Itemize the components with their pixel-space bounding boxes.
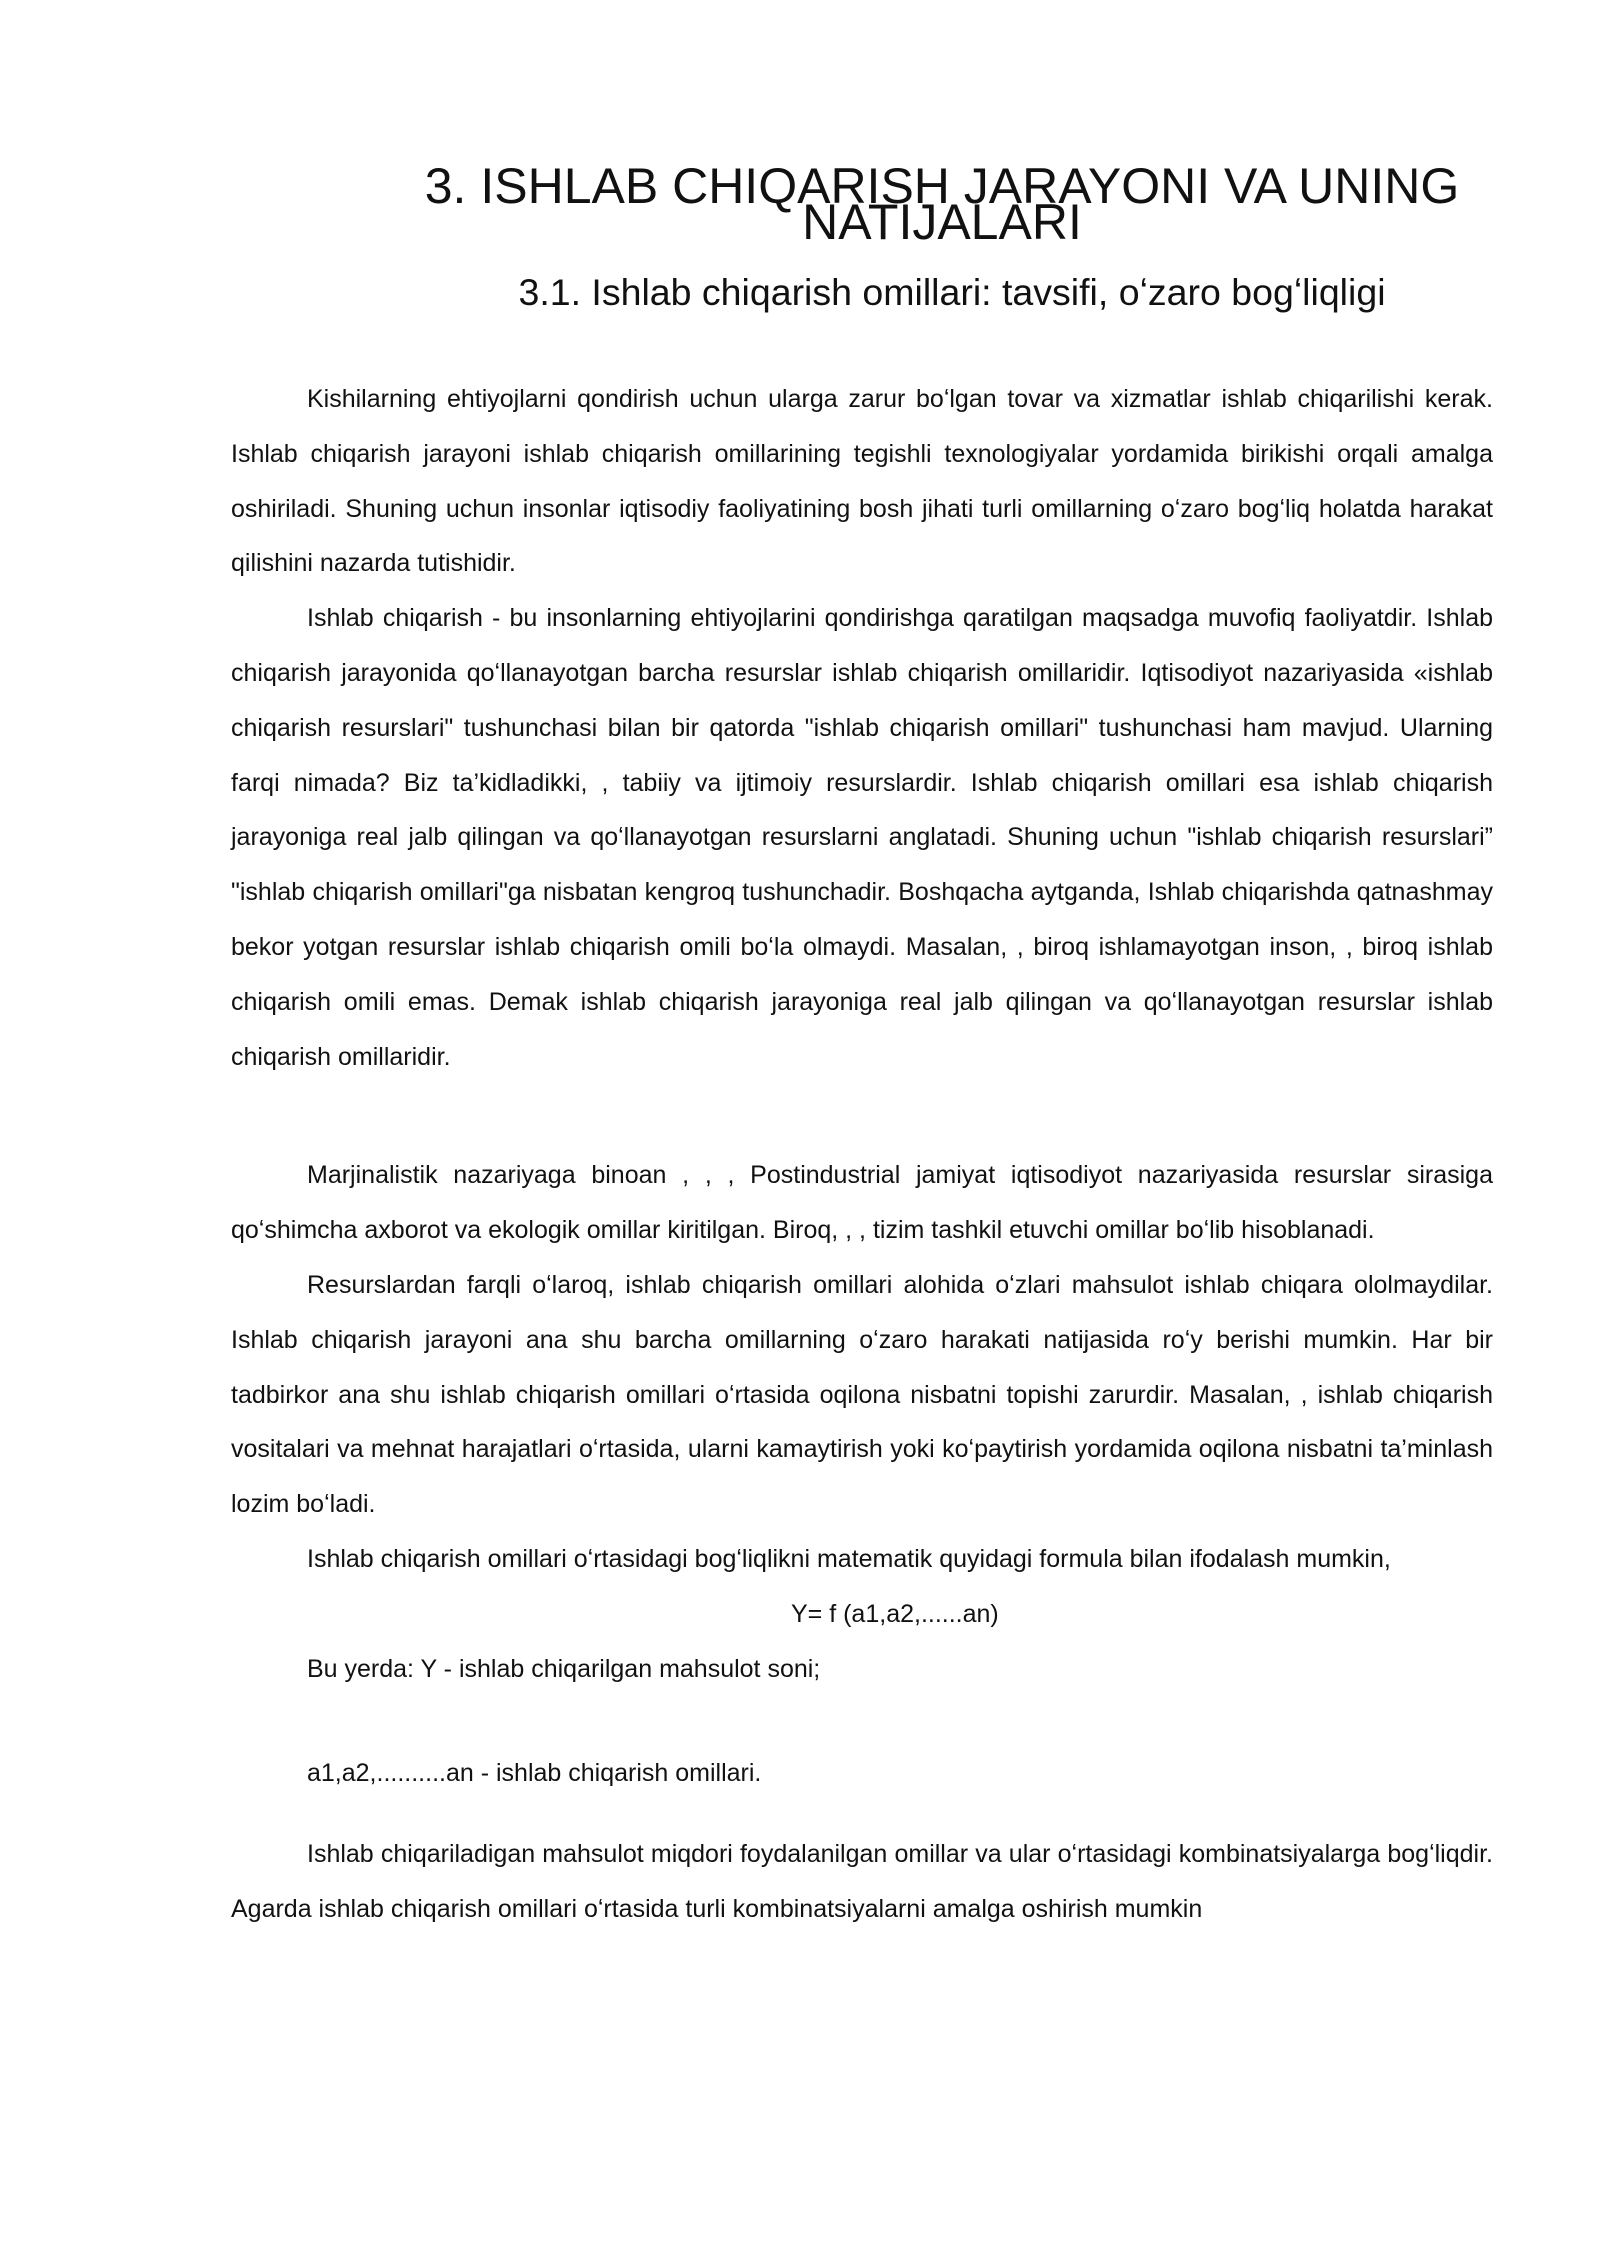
formula-factors-line: a1,a2,..........an - ishlab chiqarish omillari. [307,1759,762,1788]
production-formula: Y= f (a1,a2,......an) [791,1599,999,1628]
formula-spacer [231,1696,1493,1746]
paragraph-3: Marjinalistik nazariyaga binoan , , , Postindustrial jamiyat iqtisodiyot nazariyasida resurslar sirasiga qoʻshimcha axborot va ekologik omillar kiritilgan. Biroq, , , tizim tashkil etuvchi omillar boʻlib hisoblanadi. [231,1161,1493,1245]
section-heading: 3.1. Ishlab chiqarish omillari: tavsifi, oʻzaro bogʻliqligi [518,271,1386,313]
paragraph-1: Kishilarning ehtiyojlarni qondirish uchun ularga zarur boʻlgan tovar va xizmatlar ishlab chiqarilishi kerak. Ishlab chiqarish jarayoni ishlab chiqarish omillarining tegishli texnologiyalar yordamida birikishi orqali amalga oshiriladi. Shuning uchun insonlar iqtisodiy faoliyatining bosh jihati turli omillarning oʻzaro bogʻliq holatda harakat qilishini nazarda tutishidir. [231,385,1493,578]
paragraph-6: Ishlab chiqariladigan mahsulot miqdori foydalanilgan omillar va ular oʻrtasidagi kombinatsiyalarga bogʻliqdir. Agarda ishlab chiqarish omillari oʻrtasida turli kombinatsiyalarni amalga oshirish mumkin [231,1840,1493,1923]
chapter-heading: 3. ISHLAB CHIQARISH JARAYONI VA UNING NATIJALARI [424,158,1460,250]
factors-spacer [231,1801,1493,1827]
paragraph-5: Ishlab chiqarish omillari oʻrtasidagi bogʻliqlikni matematik quyidagi formula bilan ifodalash mumkin, [307,1544,1391,1573]
document-body [231,158,1493,1937]
paragraph-spacer [231,1084,1493,1148]
paragraph-2: Ishlab chiqarish - bu insonlarning ehtiyojlarini qondirishga qaratilgan maqsadga muvofiq faoliyatdir. Ishlab chiqarish jarayonida qoʻllanayotgan barcha resurslar ishlab chiqarish omillaridir. Iqtisodiyot nazariyasida «ishlab chiqarish resurslari" tushunchasi bilan bir qatorda "ishlab chiqarish omillari" tushunchasi ham mavjud. Ularning farqi nimada? Biz ta’kidladikki, , tabiiy va ijtimoiy resurslardir. Ishlab chiqarish omillari esa ishlab chiqarish jarayoniga real jalb qilingan va qoʻllanayotgan resurslarni anglatadi. Shuning uchun "ishlab chiqarish resurslari” "ishlab chiqarish omillari"ga nisbatan kengroq tushunchadir. Boshqacha aytganda, Ishlab chiqarishda qatnashmay bekor yotgan resurslar ishlab chiqarish omili boʻla olmaydi. Masalan, , biroq ishlamayotgan inson, , biroq ishlab chiqarish omili emas. Demak ishlab chiqarish jarayoniga real jalb qilingan va qoʻllanayotgan resurslar ishlab chiqarish omillaridir. [231,604,1493,1071]
paragraph-4: Resurslardan farqli oʻlaroq, ishlab chiqarish omillari alohida oʻzlari mahsulot ishlab chiqara ololmaydilar. Ishlab chiqarish jarayoni ana shu barcha omillarning oʻzaro harakati natijasida roʻy berishi mumkin. Har bir tadbirkor ana shu ishlab chiqarish omillari oʻrtasida oqilona nisbatni topishi zarurdir. Masalan, , ishlab chiqarish vositalari va mehnat harajatlari oʻrtasida, ularni kamaytirish yoki koʻpaytirish yordamida oqilona nisbatni ta’minlash lozim boʻladi. [231,1270,1493,1519]
formula-where-line: Bu yerda: Y - ishlab chiqarilgan mahsulot soni; [307,1654,821,1683]
